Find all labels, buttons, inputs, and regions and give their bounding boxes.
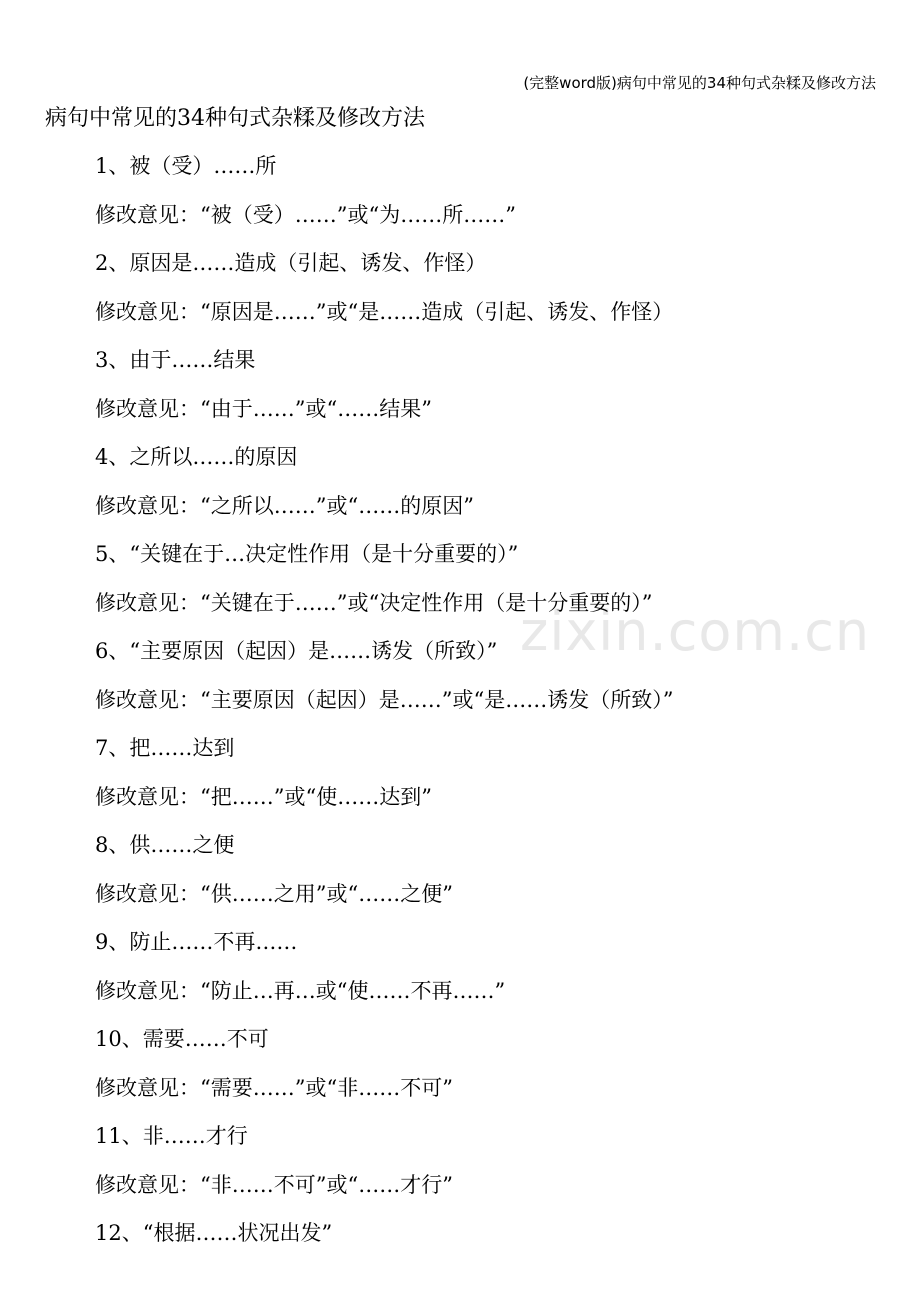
body-line: 修改意见：“供……之用”或“……之便” [95, 881, 453, 906]
body-line: 修改意见：“防止…再…或“使……不再……” [95, 978, 506, 1003]
body-line: 6、“主要原因（起因）是……诱发（所致）” [95, 639, 498, 663]
body-line: 10、需要……不可 [95, 1027, 269, 1051]
body-line: 2、原因是……造成（引起、诱发、作怪） [95, 251, 487, 275]
body-line: 1、被（受）……所 [95, 154, 277, 178]
document-title: 病句中常见的34种句式杂糅及修改方法 [45, 106, 425, 131]
body-line: 修改意见：“原因是……”或“是……造成（引起、诱发、作怪） [95, 299, 674, 324]
body-line: 修改意见：“关键在于……”或“决定性作用（是十分重要的）” [95, 590, 653, 615]
body-line: 修改意见：“非……不可”或“……才行” [95, 1172, 453, 1197]
body-line: 7、把……达到 [95, 736, 235, 760]
body-line: 修改意见：“需要……”或“非……不可” [95, 1075, 453, 1100]
body-line: 4、之所以……的原因 [95, 445, 298, 469]
body-line: 修改意见：“把……”或“使……达到” [95, 784, 432, 809]
watermark: zixin.com.cn [520, 600, 871, 663]
body-line: 12、“根据……状况出发” [95, 1221, 333, 1245]
body-line: 8、供……之便 [95, 833, 235, 857]
body-line: 11、非……才行 [95, 1124, 248, 1148]
document-body [95, 150, 895, 1266]
body-line: 修改意见：“主要原因（起因）是……”或“是……诱发（所致）” [95, 687, 674, 712]
body-line: 修改意见：“被（受）……”或“为……所……” [95, 202, 516, 227]
body-line: 修改意见：“之所以……”或“……的原因” [95, 493, 474, 518]
body-line: 修改意见：“由于……”或“……结果” [95, 396, 432, 421]
page-header: (完整word版)病句中常见的34种句式杂糅及修改方法 [523, 74, 876, 92]
body-line: 5、“关键在于…决定性作用（是十分重要的）” [95, 542, 519, 566]
body-line: 3、由于……结果 [95, 348, 256, 372]
body-line: 9、防止……不再…… [95, 930, 298, 954]
